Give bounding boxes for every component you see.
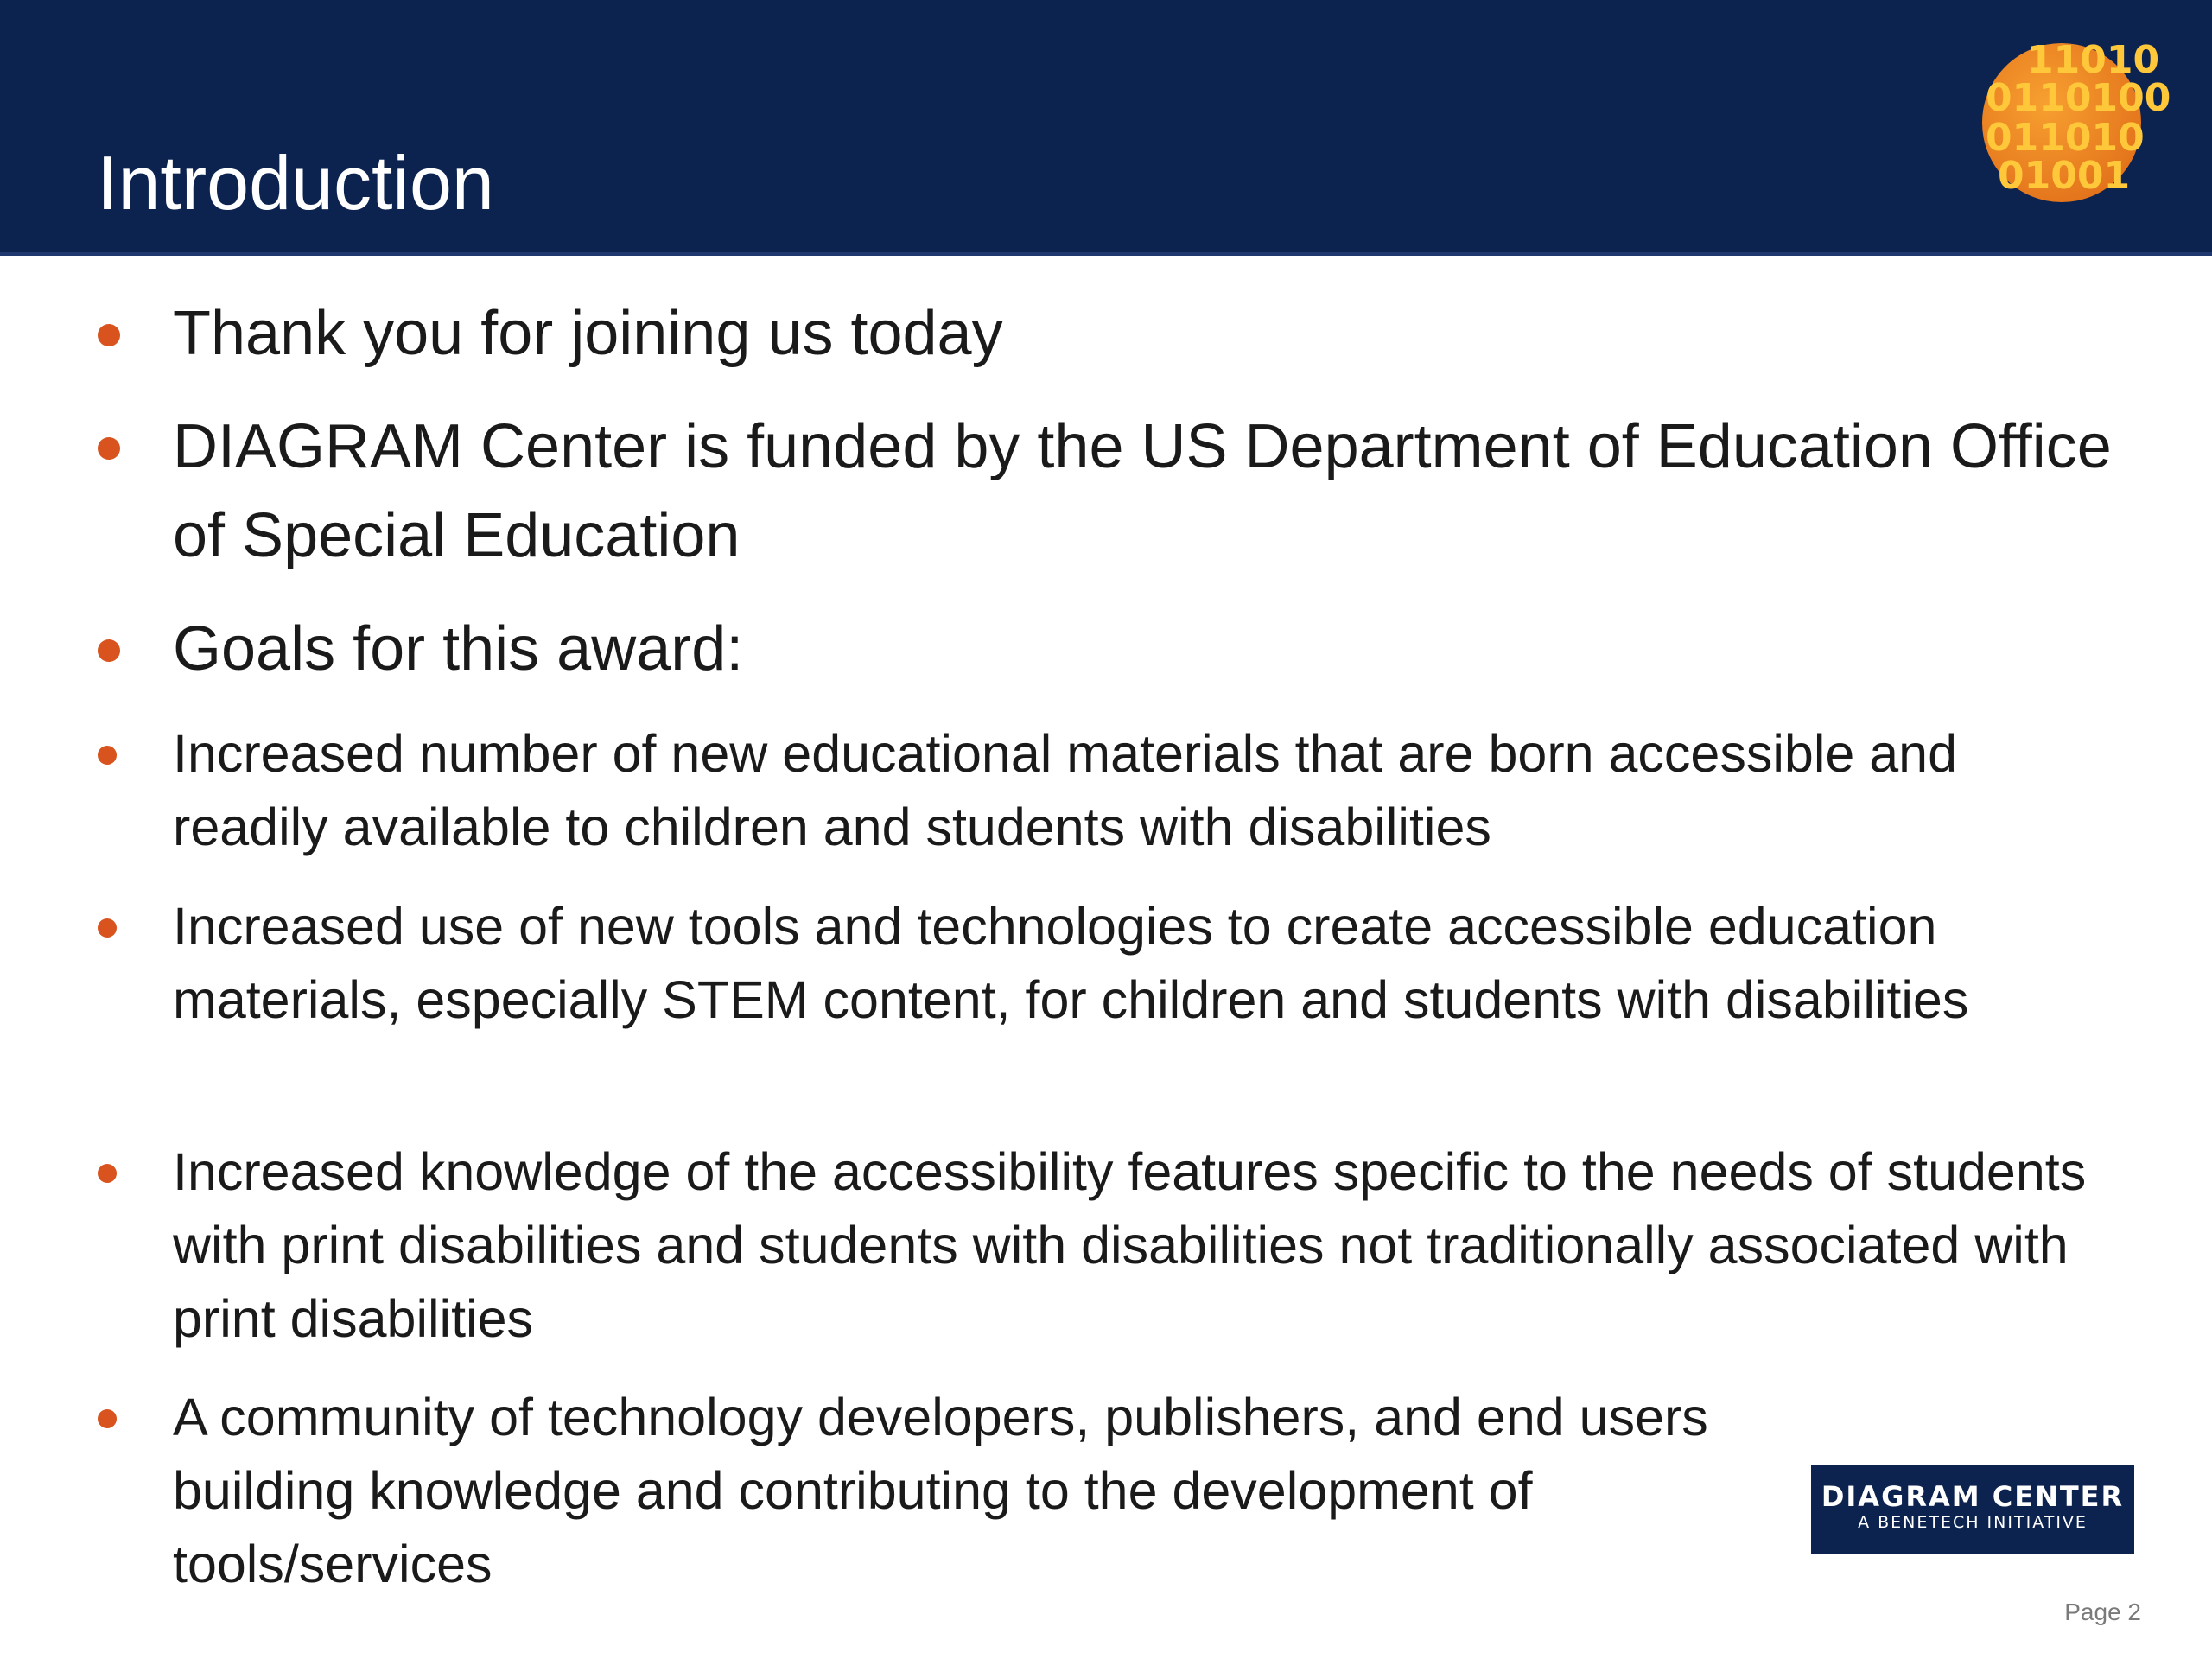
bullet-dot xyxy=(98,437,120,460)
bullet-item xyxy=(173,605,2117,694)
bullet-item xyxy=(173,1135,2117,1356)
bullet-text: A community of technology developers, publishers, and end users building knowledge and contributing to the development of tools/services xyxy=(173,1388,1708,1593)
bullet-dot xyxy=(98,1164,117,1183)
logo-digits-row-3: 011010 xyxy=(1986,116,2145,160)
page-number: Page 2 xyxy=(2064,1599,2141,1625)
bullet-text: DIAGRAM Center is funded by the US Department of Education Office of Special Education xyxy=(173,412,2112,570)
bullet-dot xyxy=(98,639,120,662)
bullet-dot xyxy=(98,746,117,765)
slide-title: Introduction xyxy=(97,140,494,226)
bullet-dot xyxy=(98,918,117,938)
bullet-text: Goals for this award: xyxy=(173,614,744,683)
bullet-text: Thank you for joining us today xyxy=(173,299,1003,368)
bullet-item xyxy=(173,890,2117,1037)
bullet-dot xyxy=(98,324,120,346)
bullet-item xyxy=(173,1381,1797,1601)
bullet-text: Increased knowledge of the accessibility features specific to the needs of students with print disabilities and students with disabilities not traditionally associated with print disabilities xyxy=(173,1142,2087,1348)
diagram-center-logo xyxy=(1811,1465,2134,1554)
bullet-item xyxy=(173,717,2117,864)
bullet-dot xyxy=(98,1409,117,1428)
logo-digits-row-4: 01001 xyxy=(1998,154,2131,198)
bullet-item xyxy=(173,403,2117,581)
bullet-text: Increased use of new tools and technologies to create accessible education materials, especially STEM content, for children and students with disabilities xyxy=(173,897,1969,1029)
brand-name: DIAGRAM CENTER xyxy=(1821,1480,2125,1513)
logo-digits-row-2: 0110100 xyxy=(1986,76,2171,120)
bullet-text: Increased number of new educational materials that are born accessible and readily available to children and students with disabilities xyxy=(173,724,1958,856)
logo-digits-row-1: 11010 xyxy=(2027,38,2160,82)
bullet-item xyxy=(173,289,2117,378)
brand-tagline: A BENETECH INITIATIVE xyxy=(1858,1513,2088,1533)
